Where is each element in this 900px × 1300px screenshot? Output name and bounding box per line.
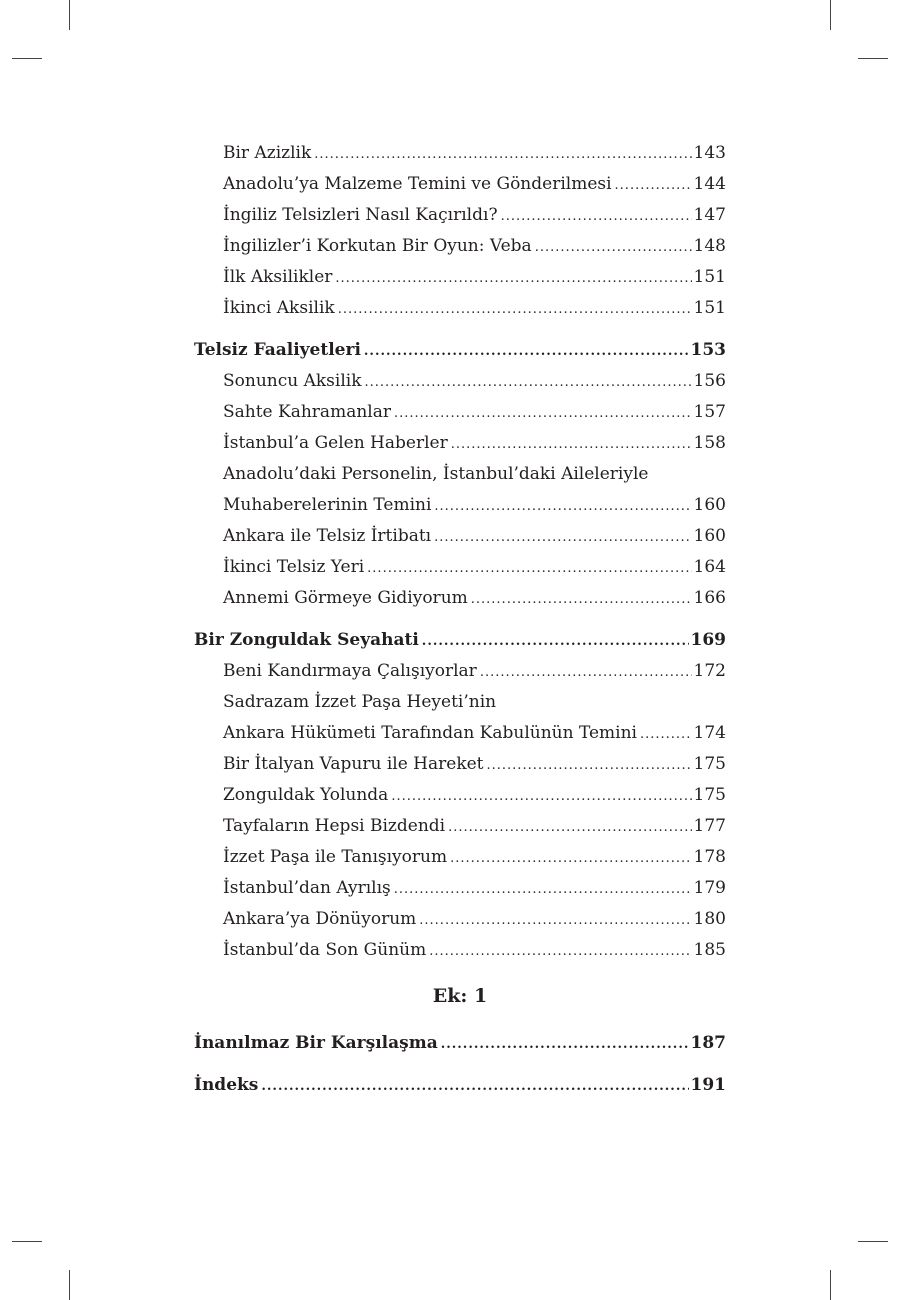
toc-entry: İzzet Paşa ile Tanışıyorum ..... 178: [194, 842, 726, 873]
toc-entry: Muhaberelerinin Temini ..... 160: [194, 490, 726, 521]
toc-entry: İkinci Aksilik ..... 151: [194, 293, 726, 324]
toc-section-heading: Telsiz Faaliyetleri ..... 153: [194, 335, 726, 366]
toc-entry: Tayfaların Hepsi Bizdendi ..... 177: [194, 811, 726, 842]
toc-entry: İstanbul’da Son Günüm ..... 185: [194, 935, 726, 966]
crop-mark: [858, 58, 888, 59]
toc-entry: Bir Azizlik ..... 143: [194, 138, 726, 169]
toc-entry: Anadolu’ya Malzeme Temini ve Gönderilmesi ..... 144: [194, 169, 726, 200]
toc-entry: Ankara ile Telsiz İrtibatı ..... 160: [194, 521, 726, 552]
toc-entry: İngiliz Telsizleri Nasıl Kaçırıldı? ..... 147: [194, 200, 726, 231]
toc-entry-first-line: Sadrazam İzzet Paşa Heyeti’nin: [223, 692, 497, 712]
toc-entry: İstanbul’a Gelen Haberler ..... 158: [194, 428, 726, 459]
toc-section-heading: İndeks ..... 191: [194, 1064, 726, 1106]
toc-entry: Beni Kandırmaya Çalışıyorlar ..... 172: [194, 656, 726, 687]
toc-entry: Ankara’ya Dönüyorum ..... 180: [194, 904, 726, 935]
toc-section-heading: İnanılmaz Bir Karşılaşma ..... 187: [194, 1022, 726, 1064]
crop-mark: [830, 1270, 831, 1300]
toc-entry: İkinci Telsiz Yeri ..... 164: [194, 552, 726, 583]
toc-entry: Ankara Hükümeti Tarafından Kabulünün Temini ..... 174: [194, 718, 726, 749]
appendix-heading: Ek: 1: [432, 985, 488, 1007]
crop-mark: [69, 1270, 70, 1300]
toc-entry: Sahte Kahramanlar ..... 157: [194, 397, 726, 428]
table-of-contents: [194, 138, 726, 1106]
toc-section-heading: Bir Zonguldak Seyahati ..... 169: [194, 625, 726, 656]
toc-entry: Zonguldak Yolunda ..... 175: [194, 780, 726, 811]
crop-mark: [69, 0, 70, 30]
toc-entry: Bir İtalyan Vapuru ile Hareket ..... 175: [194, 749, 726, 780]
crop-mark: [858, 1241, 888, 1242]
toc-entry: Sonuncu Aksilik ..... 156: [194, 366, 726, 397]
toc-entry: Annemi Görmeye Gidiyorum ..... 166: [194, 583, 726, 614]
toc-entry: İngilizler’i Korkutan Bir Oyun: Veba ..... 148: [194, 231, 726, 262]
crop-mark: [12, 58, 42, 59]
toc-entry: İlk Aksilikler ..... 151: [194, 262, 726, 293]
crop-mark: [830, 0, 831, 30]
crop-mark: [12, 1241, 42, 1242]
toc-entry: İstanbul’dan Ayrılış ..... 179: [194, 873, 726, 904]
toc-entry-first-line: Anadolu’daki Personelin, İstanbul’daki Aileleriyle: [223, 464, 649, 484]
